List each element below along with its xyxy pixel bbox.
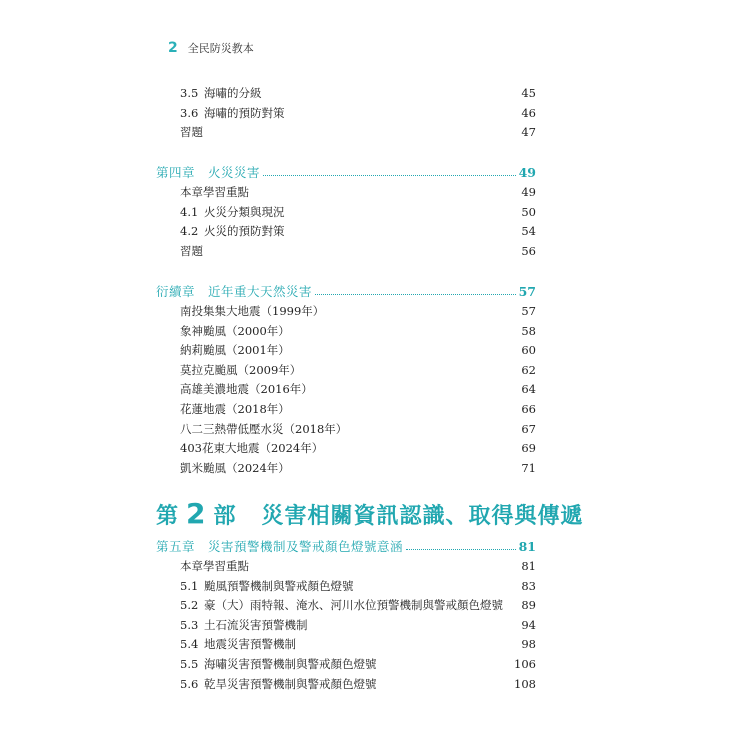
section-number: 5.3 bbox=[180, 617, 199, 632]
dot-leader bbox=[315, 294, 516, 295]
entry-title: 地震災害預警機制 bbox=[204, 637, 296, 652]
entry-page: 60 bbox=[521, 343, 536, 358]
page-number: 2 bbox=[168, 40, 178, 56]
entry-page: 54 bbox=[521, 224, 536, 239]
toc-entry[interactable] bbox=[156, 459, 536, 479]
entry-page: 49 bbox=[521, 185, 536, 199]
entry-page: 50 bbox=[521, 204, 536, 219]
entry-title: 海嘯的分級 bbox=[204, 86, 262, 100]
section-number: 4.1 bbox=[180, 204, 199, 219]
toc-entry[interactable] bbox=[156, 400, 536, 420]
part-heading[interactable] bbox=[156, 497, 584, 530]
toc-block-chapter3-tail bbox=[156, 84, 536, 143]
entry-title: 莫拉克颱風（2009年） bbox=[180, 362, 302, 377]
entry-title: 火災的預防對策 bbox=[204, 224, 285, 239]
toc-entry[interactable] bbox=[156, 616, 536, 636]
section-number: 5.5 bbox=[180, 656, 199, 671]
toc-entry[interactable] bbox=[156, 577, 536, 597]
chapter-heading[interactable] bbox=[156, 536, 536, 557]
toc-entry[interactable] bbox=[156, 439, 536, 459]
entry-title: 習題 bbox=[180, 243, 203, 258]
part-number: 2 bbox=[186, 497, 206, 530]
entry-title: 本章學習重點 bbox=[180, 185, 249, 199]
toc-entry[interactable] bbox=[156, 84, 536, 104]
toc-entry[interactable] bbox=[156, 635, 536, 655]
entry-title: 花蓮地震（2018年） bbox=[180, 401, 290, 416]
toc-entry[interactable] bbox=[156, 380, 536, 400]
entry-page: 67 bbox=[521, 421, 536, 436]
toc-block-chapter5 bbox=[156, 536, 536, 694]
toc-entry[interactable] bbox=[156, 183, 536, 203]
toc-entry[interactable] bbox=[156, 302, 536, 322]
entry-title: 火災分類與現況 bbox=[204, 204, 285, 219]
entry-page: 57 bbox=[521, 304, 536, 318]
part-prefix: 第 bbox=[156, 503, 179, 529]
chapter-heading[interactable] bbox=[156, 281, 536, 302]
part-suffix: 部 bbox=[213, 503, 236, 529]
toc-entry[interactable] bbox=[156, 596, 536, 616]
entry-page: 62 bbox=[521, 362, 536, 377]
toc-entry[interactable] bbox=[156, 322, 536, 342]
toc-entry[interactable] bbox=[156, 341, 536, 361]
section-number: 5.6 bbox=[180, 676, 199, 691]
toc-entry[interactable] bbox=[156, 361, 536, 381]
book-title: 全民防災教本 bbox=[187, 42, 254, 55]
entry-page: 83 bbox=[521, 578, 536, 593]
chapter-title: 第五章 災害預警機制及警戒顏色燈號意涵 bbox=[156, 539, 404, 554]
toc-entry[interactable] bbox=[156, 203, 536, 223]
toc-block-extension-chapter bbox=[156, 281, 536, 478]
part-title: 災害相關資訊認識、取得與傳遞 bbox=[261, 503, 584, 529]
chapter-page: 57 bbox=[518, 284, 536, 299]
section-number: 5.1 bbox=[180, 578, 199, 593]
section-number: 5.4 bbox=[180, 637, 199, 652]
entry-page: 106 bbox=[514, 656, 536, 671]
entry-page: 56 bbox=[521, 243, 536, 258]
entry-page: 89 bbox=[521, 598, 536, 613]
entry-page: 71 bbox=[521, 460, 536, 475]
toc-entry[interactable] bbox=[156, 675, 536, 695]
entry-page: 94 bbox=[521, 617, 536, 632]
entry-title: 403花東大地震（2024年） bbox=[180, 441, 324, 456]
entry-page: 69 bbox=[521, 441, 536, 456]
section-number: 5.2 bbox=[180, 598, 199, 613]
entry-title: 南投集集大地震（1999年） bbox=[180, 304, 325, 318]
entry-page: 81 bbox=[521, 559, 536, 573]
chapter-title: 衍續章 近年重大天然災害 bbox=[156, 284, 313, 299]
entry-title: 高雄美濃地震（2016年） bbox=[180, 382, 313, 397]
toc-entry[interactable] bbox=[156, 655, 536, 675]
entry-title: 習題 bbox=[180, 125, 203, 140]
chapter-page: 81 bbox=[518, 539, 536, 554]
toc-block-chapter4 bbox=[156, 162, 536, 261]
entry-page: 66 bbox=[521, 401, 536, 416]
section-number: 3.6 bbox=[180, 105, 199, 120]
entry-page: 58 bbox=[521, 323, 536, 338]
entry-title: 海嘯災害預警機制與警戒顏色燈號 bbox=[204, 656, 377, 671]
entry-page: 46 bbox=[521, 105, 536, 120]
toc-entry[interactable] bbox=[156, 242, 536, 262]
entry-title: 八二三熱帶低壓水災（2018年） bbox=[180, 421, 348, 436]
chapter-page: 49 bbox=[518, 165, 536, 180]
dot-leader bbox=[406, 549, 516, 550]
entry-page: 45 bbox=[521, 86, 536, 100]
chapter-title: 第四章 火災災害 bbox=[156, 165, 261, 180]
chapter-heading[interactable] bbox=[156, 162, 536, 183]
toc-entry[interactable] bbox=[156, 123, 536, 143]
entry-title: 本章學習重點 bbox=[180, 559, 249, 573]
entry-title: 海嘯的預防對策 bbox=[204, 105, 285, 120]
entry-title: 凱米颱風（2024年） bbox=[180, 460, 290, 475]
entry-page: 64 bbox=[521, 382, 536, 397]
entry-title: 土石流災害預警機制 bbox=[204, 617, 308, 632]
section-number: 3.5 bbox=[180, 86, 199, 100]
running-header bbox=[168, 40, 254, 56]
toc-entry[interactable] bbox=[156, 557, 536, 577]
entry-title: 象神颱風（2000年） bbox=[180, 323, 290, 338]
entry-page: 98 bbox=[521, 637, 536, 652]
toc-entry[interactable] bbox=[156, 222, 536, 242]
entry-page: 47 bbox=[521, 125, 536, 140]
section-number: 4.2 bbox=[180, 224, 199, 239]
entry-title: 納莉颱風（2001年） bbox=[180, 343, 290, 358]
entry-title: 乾旱災害預警機制與警戒顏色燈號 bbox=[204, 676, 377, 691]
dot-leader bbox=[263, 175, 516, 176]
toc-entry[interactable] bbox=[156, 104, 536, 124]
entry-title: 豪（大）雨特報、淹水、河川水位預警機制與警戒顏色燈號 bbox=[204, 598, 503, 613]
entry-title: 颱風預警機制與警戒顏色燈號 bbox=[204, 578, 354, 593]
toc-entry[interactable] bbox=[156, 420, 536, 440]
entry-page: 108 bbox=[514, 676, 536, 691]
